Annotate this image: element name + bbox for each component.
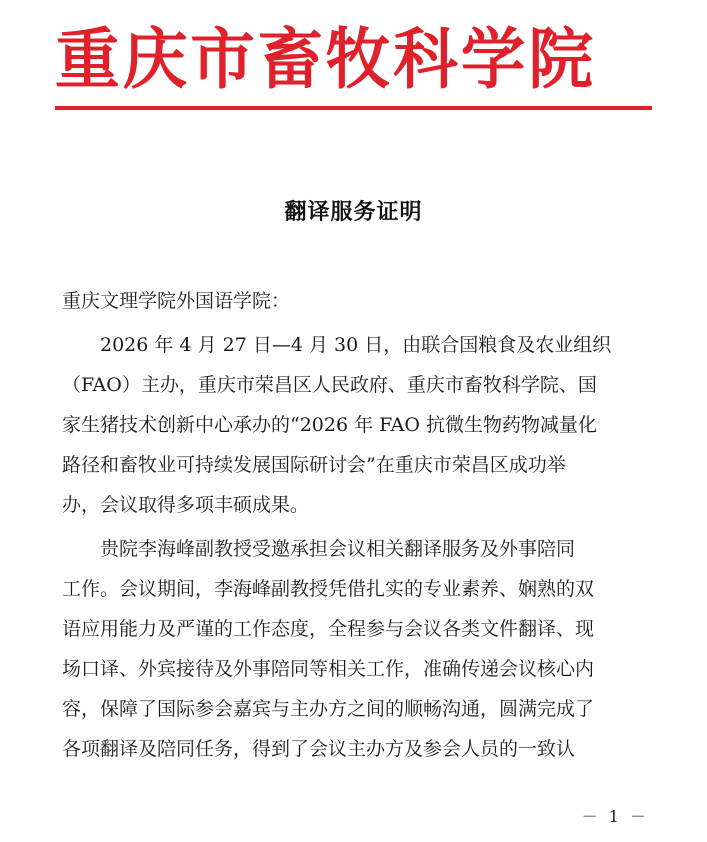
body-line-9: 场口译、外宾接待及外事陪同等相关工作，准确传递会议核心内: [62, 658, 595, 680]
body-line-3: 家生猪技术创新中心承办的“2026 年 FAO 抗微生物药物减量化: [62, 414, 598, 436]
body-line-4: 路径和畜牧业可持续发展国际研讨会”在重庆市荣昌区成功举: [62, 454, 566, 476]
letterhead-org-name: 重庆市畜牧科学院: [55, 20, 596, 98]
body-line-11: 各项翻译及陪同任务，得到了会议主办方及参会人员的一致认: [62, 738, 576, 760]
body-line-6: 贵院李海峰副教授受邀承担会议相关翻译服务及外事陪同: [100, 538, 576, 560]
page-number: － 1 －: [581, 807, 649, 826]
letterhead-red-rule: [55, 106, 652, 110]
body-line-7: 工作。会议期间，李海峰副教授凭借扎实的专业素养、娴熟的双: [62, 578, 595, 600]
body-line-5: 办，会议取得多项丰硕成果。: [62, 494, 310, 516]
document-title: 翻译服务证明: [284, 200, 423, 225]
body-line-10: 容，保障了国际参会嘉宾与主办方之间的顺畅沟通，圆满完成了: [62, 698, 595, 720]
salutation: 重庆文理学院外国语学院：: [62, 290, 291, 312]
body-line-8: 语应用能力及严谨的工作态度，全程参与会议各类文件翻译、现: [62, 618, 595, 640]
body-line-1: 2026 年 4 月 27 日—4 月 30 日，由联合国粮食及农业组织: [100, 334, 612, 356]
body-line-2: （FAO）主办，重庆市荣昌区人民政府、重庆市畜牧科学院、国: [62, 374, 597, 396]
